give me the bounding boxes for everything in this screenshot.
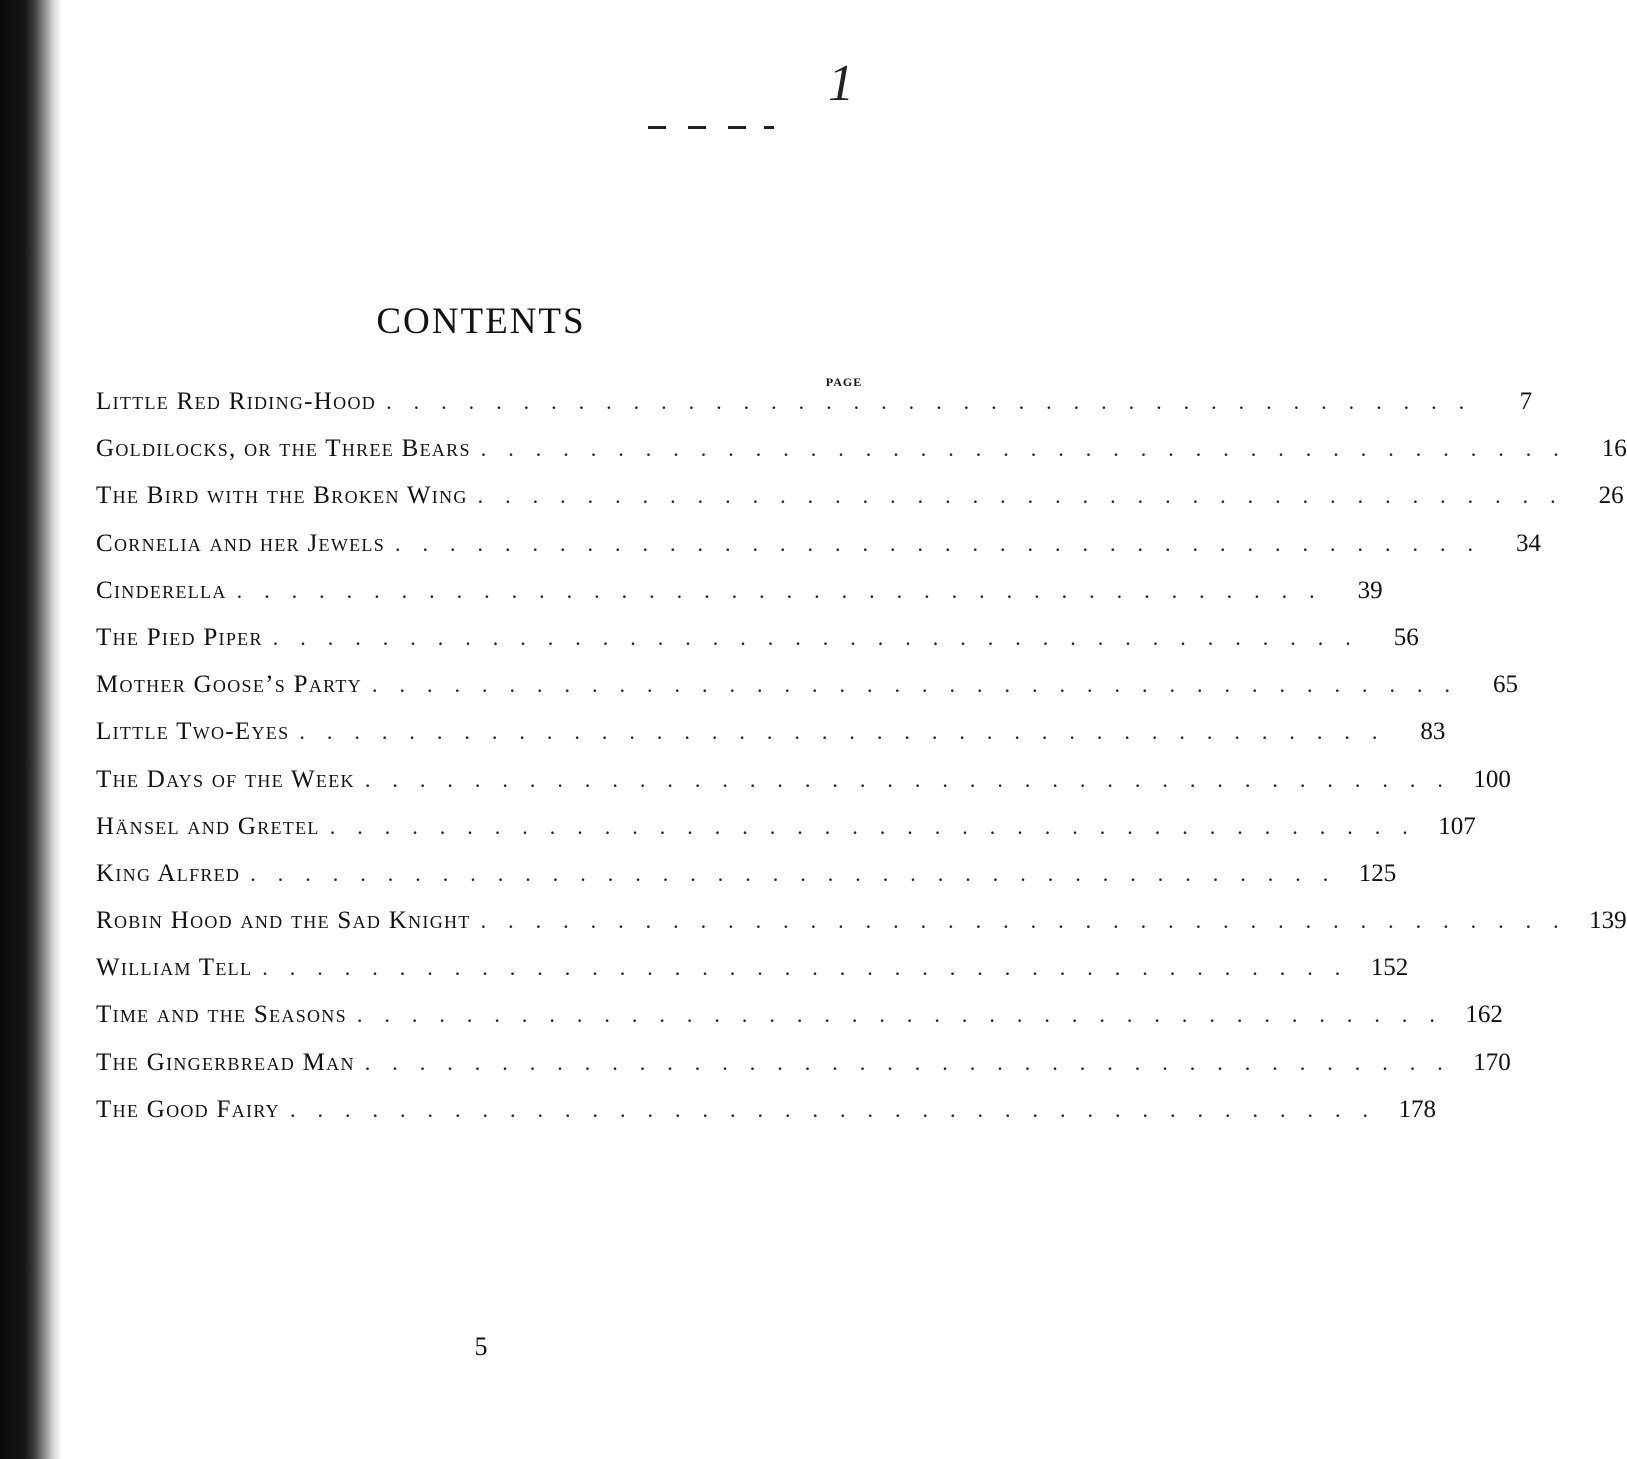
dash-mark [688, 126, 706, 129]
toc-entry-title: Hänsel and Gretel [96, 812, 320, 840]
toc-entry[interactable] [96, 954, 1409, 1001]
page-column-label: PAGE [825, 375, 863, 389]
toc-entry-page: 56 [1393, 623, 1419, 651]
toc-entry-page: 107 [1438, 812, 1476, 840]
dash-mark [764, 126, 774, 129]
dot-leader: ........................................ [480, 908, 1581, 934]
dot-leader: ........................................ [386, 389, 1487, 414]
toc-entry[interactable] [96, 671, 1518, 718]
dash-mark [728, 126, 746, 129]
dot-leader: ........................................ [236, 577, 1337, 603]
toc-entry-title: Cinderella [96, 576, 227, 604]
toc-entry-title: Little Red Riding-Hood [96, 388, 377, 415]
dot-leader: ........................................ [371, 672, 1472, 698]
dot-leader: ........................................ [364, 766, 1465, 792]
dot-leader: ........................................ [480, 436, 1581, 462]
toc-entry-page: 65 [1492, 671, 1518, 699]
toc-entry-page: 170 [1473, 1048, 1511, 1076]
toc-entry-title: The Pied Piper [96, 623, 263, 651]
corner-mark: 1 [828, 55, 854, 112]
toc-entry-page: 34 [1516, 529, 1542, 557]
dot-leader: ........................................ [395, 530, 1496, 556]
table-of-contents [96, 388, 1627, 1143]
toc-entry[interactable] [96, 435, 1627, 482]
toc-entry-title: William Tell [96, 954, 253, 982]
dot-leader: ........................................ [250, 860, 1351, 886]
toc-entry[interactable] [96, 812, 1476, 860]
dot-leader: ........................................ [477, 483, 1578, 509]
toc-entry[interactable] [96, 1048, 1511, 1096]
dash-marks [648, 126, 778, 132]
toc-entry-page: 83 [1420, 718, 1446, 746]
toc-entry-title: Robin Hood and the Sad Knight [96, 907, 471, 935]
toc-entry-title: Cornelia and her Jewels [96, 529, 386, 557]
dot-leader: ........................................ [272, 624, 1373, 650]
toc-entry[interactable] [96, 718, 1446, 765]
toc-entry[interactable] [96, 1095, 1436, 1143]
toc-entry[interactable] [96, 907, 1627, 954]
toc-entry-page: 125 [1358, 859, 1397, 887]
toc-entry[interactable] [96, 482, 1624, 529]
toc-entry-title: Time and the Seasons [96, 1001, 347, 1029]
dot-leader: ........................................ [356, 1002, 1457, 1028]
toc-entry-title: Mother Goose’s Party [96, 671, 362, 699]
toc-entry-title: The Gingerbread Man [96, 1048, 355, 1076]
toc-entry-title: King Alfred [96, 859, 241, 887]
toc-entry-page: 16 [1601, 435, 1627, 463]
toc-entry-title: The Days of the Week [96, 765, 355, 793]
toc-entry-page: 7 [1519, 388, 1533, 415]
toc-entry[interactable] [96, 623, 1419, 671]
dot-leader: ........................................ [262, 955, 1363, 981]
toc-entry[interactable] [96, 576, 1383, 624]
toc-entry-title: Little Two-Eyes [96, 718, 290, 746]
page-title: CONTENTS [376, 301, 586, 342]
toc-entry-title: The Bird with the Broken Wing [96, 482, 468, 510]
toc-entry-page: 100 [1473, 765, 1511, 793]
toc-entry-title: The Good Fairy [96, 1095, 280, 1123]
toc-entry[interactable] [96, 765, 1511, 813]
toc-entry-page: 178 [1398, 1095, 1436, 1123]
page-number: 5 [474, 1332, 488, 1361]
toc-entry[interactable] [96, 529, 1542, 577]
toc-entry-page: 139 [1589, 907, 1627, 935]
toc-entry-page: 162 [1465, 1001, 1503, 1029]
dash-mark [648, 126, 666, 129]
toc-entry[interactable] [96, 1001, 1503, 1048]
toc-entry-page: 39 [1357, 576, 1383, 604]
toc-entry-title: Goldilocks, or the Three Bears [96, 435, 471, 463]
toc-entry-page: 26 [1598, 482, 1624, 510]
dot-leader: ........................................ [329, 813, 1430, 839]
dot-leader: ........................................ [289, 1096, 1390, 1122]
toc-entry[interactable] [96, 859, 1397, 907]
toc-entry[interactable] [96, 388, 1533, 435]
toc-entry-page: 152 [1370, 954, 1409, 982]
page-gutter-shadow [0, 0, 62, 1459]
dot-leader: ........................................ [299, 719, 1400, 745]
dot-leader: ........................................ [364, 1049, 1465, 1075]
